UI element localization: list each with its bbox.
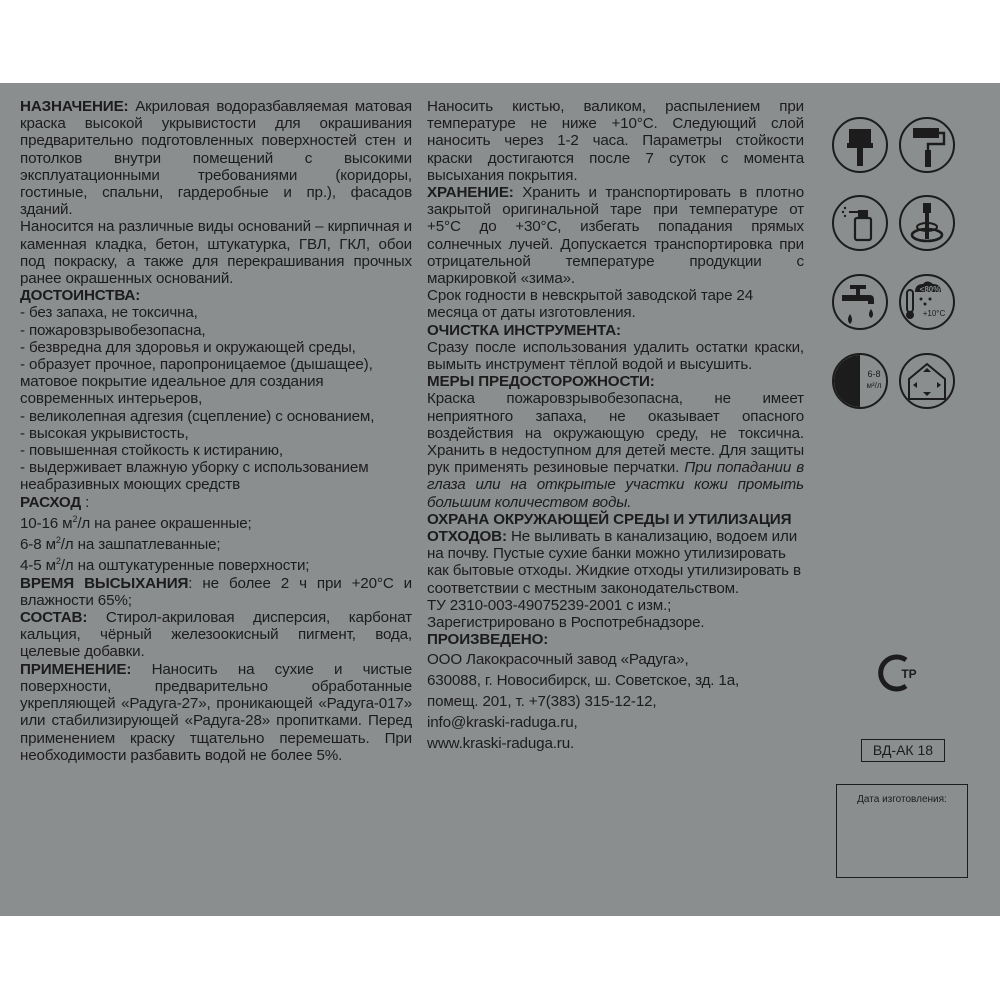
advantage-item: - пожаровзрывобезопасна, (20, 321, 206, 339)
consumption-unit-exponent: 2 (72, 513, 78, 524)
composition-text: Стирол-акриловая дисперсия, карбонат кальция, чёрный железоокисный пигмент, вода, целевые добавки. (20, 609, 412, 661)
advantage-item: - выдерживает влажную уборку с использованием неабразивных моющих средств (20, 459, 369, 494)
advantage-item: - повышенная стойкость к истиранию, (20, 442, 283, 460)
consumption-amount: 4-5 м (20, 557, 56, 575)
roller-icon (899, 117, 955, 173)
storage-text: Хранить и транспортировать в плотно закрытой оригинальной таре при температуре от +5°С до +30°С, избегать попадания прямых солнечных лучей. Допускается транспортировка при отрицательной температуре продукции с маркировкой «зима». (427, 184, 804, 288)
storage-paragraph (427, 184, 804, 287)
consumption-item (20, 532, 412, 553)
sprayer-icon (832, 195, 888, 251)
advantage-item: - высокая укрывистость, (20, 424, 189, 442)
consumption-unit-exponent: 2 (55, 556, 61, 567)
composition-heading: СОСТАВ: (20, 609, 88, 627)
application-text: Наносить на сухие и чистые поверхности, предварительно обработанные укрепляющей «Радуга-27», проникающей «Радуга-017» или стабилизирующей «Радуга-28» пропитками. Перед применением краску тщательно перемешать. При необходимости разбавить водой не более 5%. (20, 660, 412, 764)
tu-text: ТУ 2310-003-49075239-2001 с изм.; (427, 596, 672, 614)
advantage-item: - великолепная адгезия (сцепление) с основанием, (20, 407, 375, 425)
safety-heading: МЕРЫ ПРЕДОСТОРОЖНОСТИ: (427, 373, 655, 391)
consumption-surface: /л на ранее окрашенные; (77, 514, 252, 532)
coverage-unit: м²/л (866, 381, 882, 390)
eac-certification-mark (876, 651, 924, 695)
advantages-list (20, 304, 412, 493)
manufacturer-line: 630088, г. Новосибирск, ш. Советское, зд. 1а, (427, 671, 740, 689)
advantages-heading: ДОСТОИНСТВА: (20, 287, 141, 305)
coverage-icon (832, 353, 888, 409)
cleaning-text: Сразу после использования удалить остатки краски, вымыть инструмент тёплой водой и высушить. (427, 338, 804, 374)
manufacturer-details (427, 649, 804, 754)
brush-icon (832, 117, 888, 173)
left-column (20, 98, 412, 764)
manufacturer-line: помещ. 201, т. +7(383) 315-12-12, (427, 692, 657, 710)
environment-text: Не выливать в канализацию, водоем или на почву. Пустые сухие банки можно утилизировать как бытовые отходы. Жидкие отходы утилизировать в соответствии с местным законодательством. (427, 528, 801, 597)
substrates-paragraph: Наносится на различные виды оснований – кирпичная и каменная кладка, бетон, штукатурка, ГВЛ, ГКЛ, обои под покраску, а также для перекрашивания прочных ранее окрашенных оснований. (20, 218, 412, 288)
composition-paragraph (20, 609, 412, 661)
cleaning-heading: ОЧИСТКА ИНСТРУМЕНТА: (427, 321, 621, 339)
consumption-item (20, 511, 412, 532)
storage-heading: ХРАНЕНИЕ: (427, 184, 514, 202)
tap-water-icon (832, 274, 888, 330)
environment-heading: ОХРАНА ОКРУЖАЮЩЕЙ СРЕДЫ И УТИЛИЗАЦИЯ ОТХОДОВ: (427, 510, 792, 546)
purpose-paragraph (20, 98, 412, 218)
environment-paragraph (427, 511, 804, 597)
manufacturer-line: ООО Лакокрасочный завод «Радуга», (427, 650, 689, 668)
advantage-item: - образует прочное, паропроницаемое (дышащее), матовое покрытие идеальное для создания современных интерьеров, (20, 356, 373, 408)
purpose-heading: НАЗНАЧЕНИЕ: (20, 98, 129, 115)
consumption-surface: /л на зашпатлеванные; (60, 536, 221, 554)
manufacture-date-label: Дата изготовления: (857, 794, 947, 805)
climate-humidity-text: <80% (919, 285, 941, 294)
interior-house-icon (899, 353, 955, 409)
advantage-item: - без запаха, не токсична, (20, 304, 198, 322)
advantage-item: - безвредна для здоровья и окружающей среды, (20, 338, 356, 356)
product-code: ВД-АК 18 (861, 739, 945, 762)
consumption-item (20, 553, 412, 574)
consumption-amount: 10-16 м (20, 514, 73, 532)
safety-text: Краска пожаровзрывобезопасна, не имеет неприятного запаха, не оказывает опасного воздействия на окружающую среду, не токсична. Хранить в недоступном для детей месте. Для защиты рук применять резиновые перчатки. (427, 390, 804, 477)
consumption-surface: /л на оштукатуренные поверхности; (60, 557, 310, 575)
consumption-colon: : (81, 493, 90, 511)
shelf-life: Срок годности в невскрытой заводской таре 24 месяца от даты изготовления. (427, 287, 754, 322)
application-continued: Наносить кистью, валиком, распылением при температуре не ниже +10°С. Следующий слой наносить через 1-2 часа. Параметры стойкости краски достигаются после 7 суток с момента высыхания покрытия. (427, 98, 804, 184)
registration-text: Зарегистрировано в Роспотребнадзоре. (427, 614, 705, 632)
safety-italic-text: При попадании в глаза или на открытые участки кожи промыть большим количеством воды. (427, 459, 804, 511)
manufacturer-line: www.kraski-raduga.ru. (427, 734, 575, 752)
manufacturer-heading: ПРОИЗВЕДЕНО: (427, 631, 549, 649)
drying-text: : не более 2 ч при +20°С и влажности 65%; (20, 574, 412, 609)
application-heading: ПРИМЕНЕНИЕ: (20, 660, 132, 678)
consumption-list (20, 511, 412, 575)
consumption-amount: 6-8 м (20, 536, 56, 554)
consumption-unit-exponent: 2 (55, 535, 61, 546)
cert-mark-text: ТР (901, 667, 917, 681)
middle-column (427, 98, 804, 754)
consumption-heading: РАСХОД (20, 493, 82, 511)
safety-paragraph (427, 390, 804, 510)
climate-temp-text: +10°С (922, 309, 946, 318)
mixing-icon (899, 195, 955, 251)
manufacturer-line: info@kraski-raduga.ru, (427, 713, 578, 731)
drying-paragraph (20, 575, 412, 609)
drying-heading: ВРЕМЯ ВЫСЫХАНИЯ (20, 574, 189, 592)
purpose-text: Акриловая водоразбавляемая матовая краска высокой укрывистости для окрашивания предварительно подготовленных поверхностей стен и потолков внутри помещений с высокими эксплуатационными требованиями (коридоры, гостиные, спальни, гардеробные и пр.), фасадов зданий. (20, 98, 412, 219)
manufacture-date-box (836, 784, 968, 878)
application-paragraph (20, 661, 412, 764)
coverage-value: 6-8 (867, 369, 881, 379)
climate-icon (899, 274, 955, 330)
